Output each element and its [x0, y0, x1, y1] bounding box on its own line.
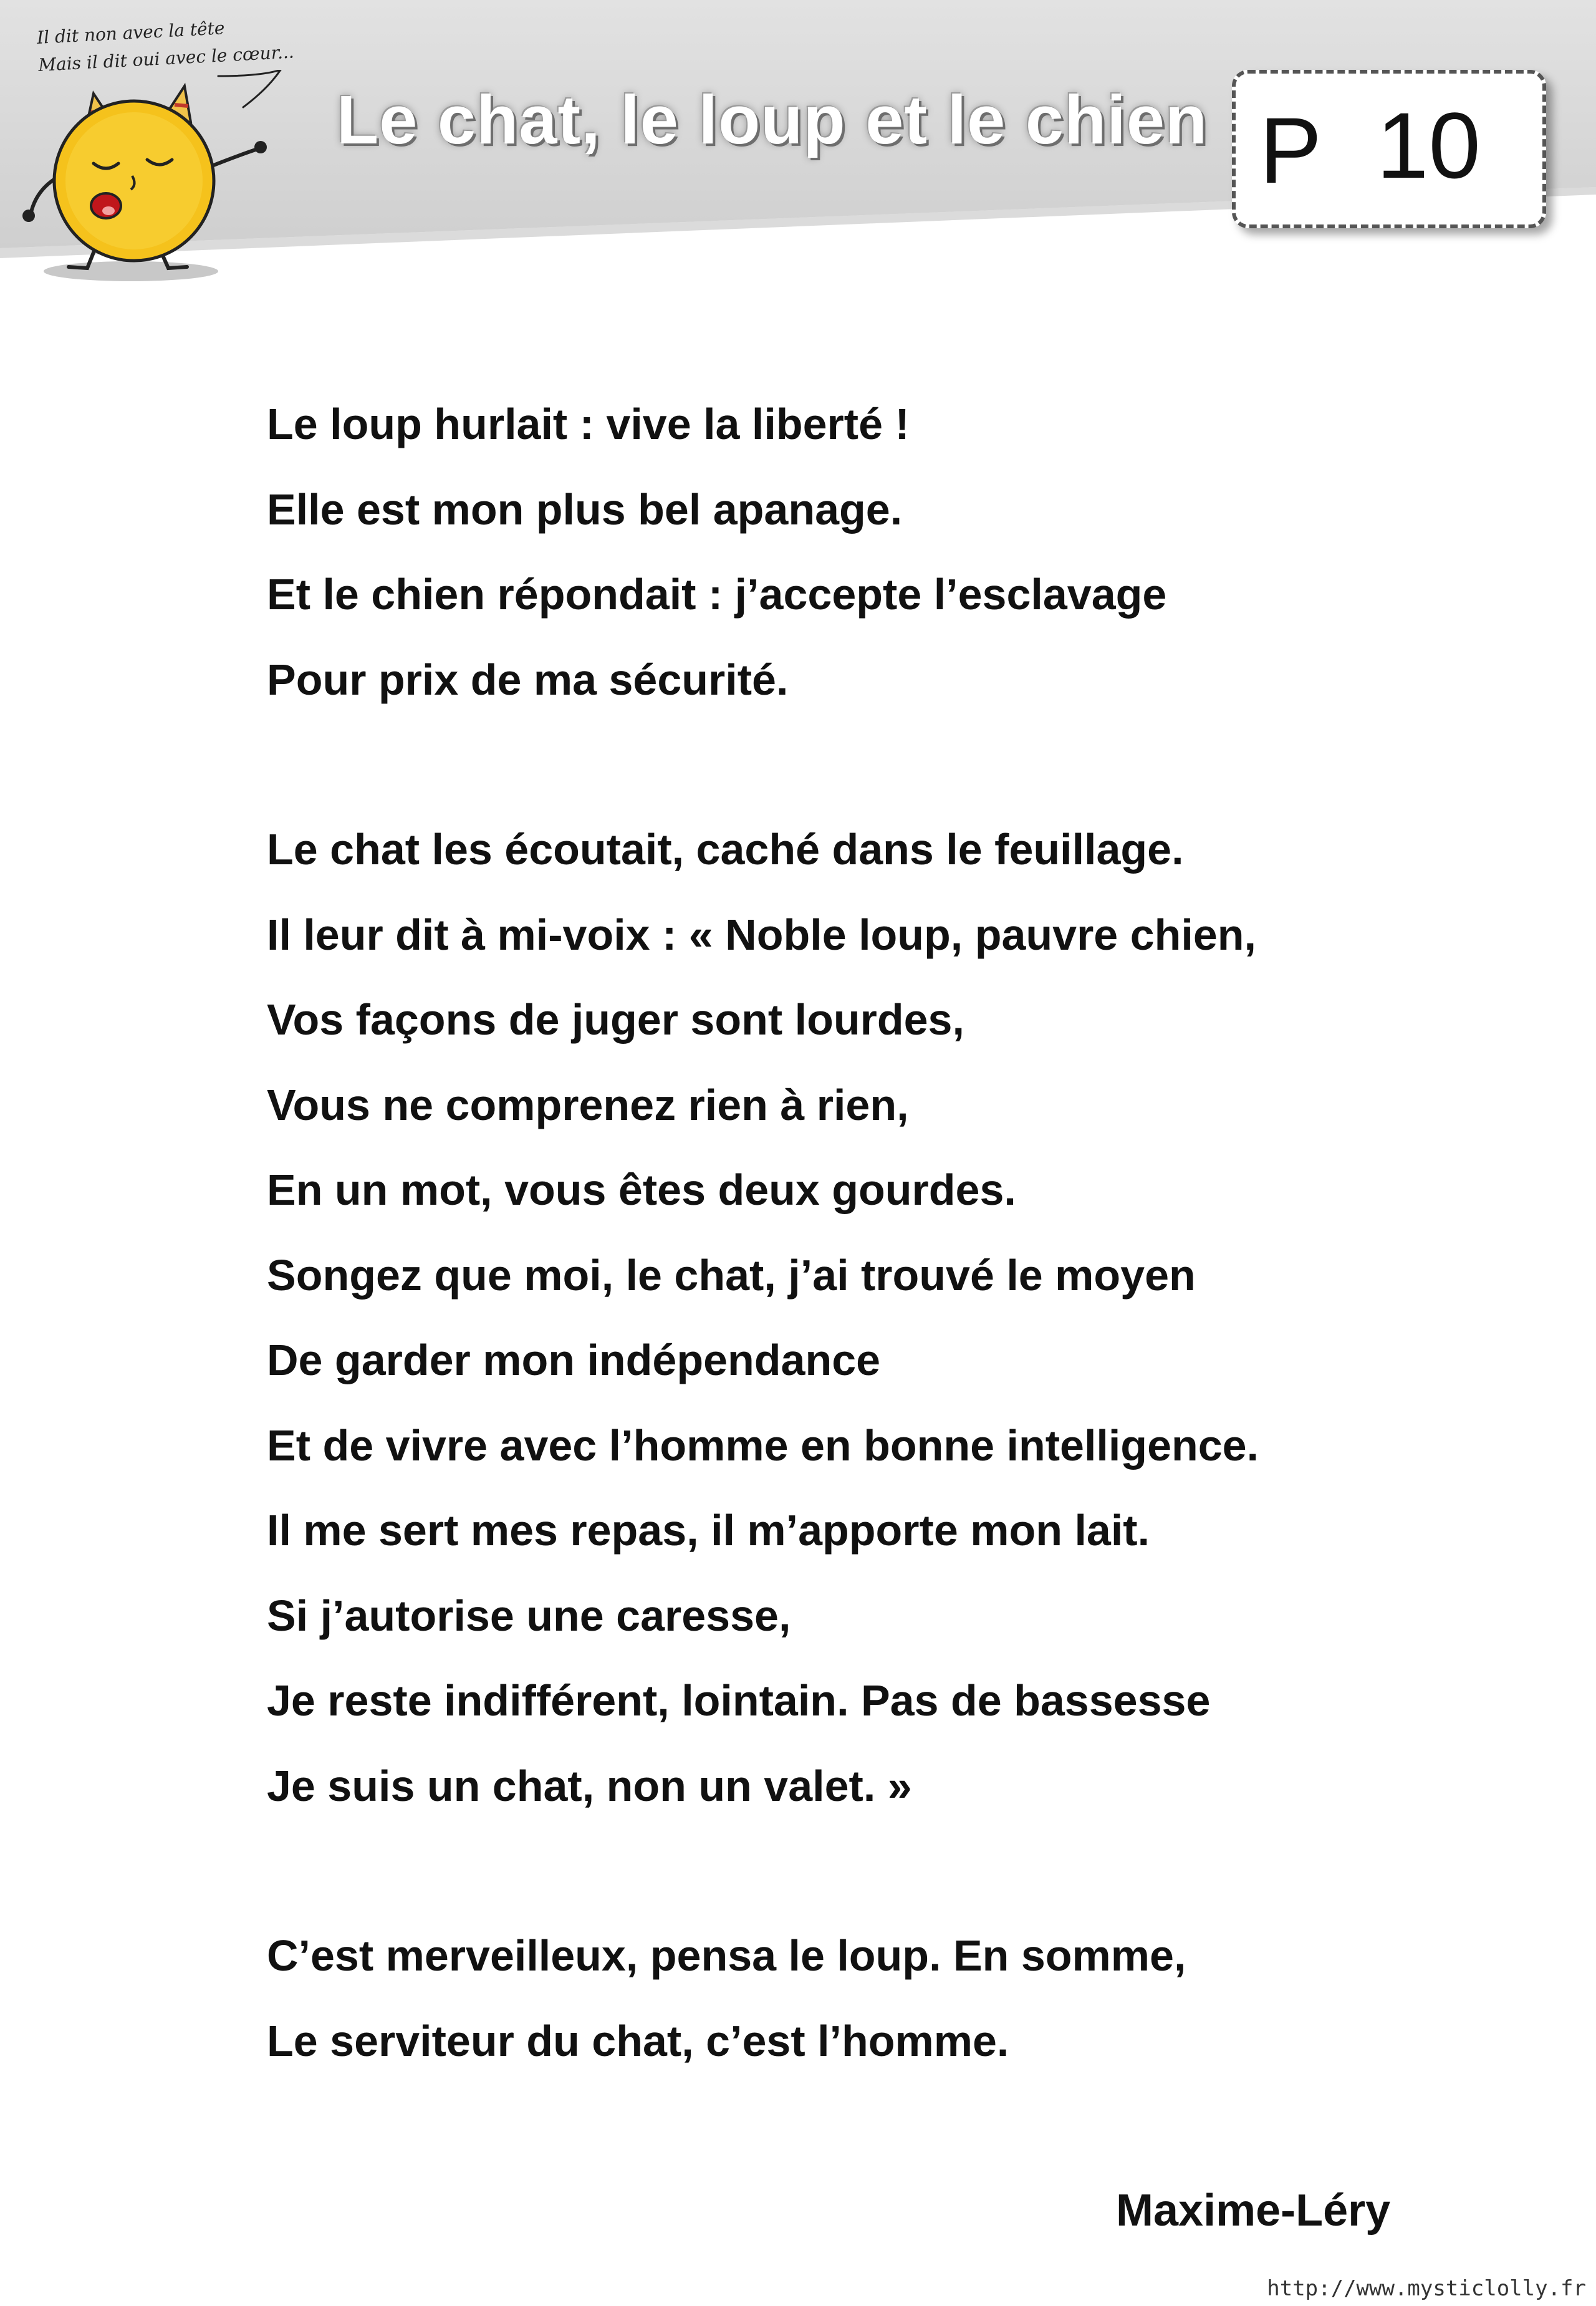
stanza-2 [267, 807, 1451, 1828]
verse: Le serviteur du chat, c’est l’homme. [267, 2016, 1009, 2065]
verse: Et le chien répondait : j’accepte l’esclavage [267, 570, 1167, 619]
verse: Je suis un chat, non un valet. » [267, 1761, 912, 1810]
verse: En un mot, vous êtes deux gourdes. [267, 1165, 1016, 1214]
verse: Si j’autorise une caresse, [267, 1591, 791, 1640]
verse: Vos façons de juger sont lourdes, [267, 995, 964, 1044]
verse: Elle est mon plus bel apanage. [267, 485, 903, 534]
footer-url: http://www.mysticlolly.fr [1267, 2276, 1586, 2301]
page-title: Le chat, le loup et le chien [337, 82, 1208, 158]
verse: Il leur dit à mi-voix : « Noble loup, pauvre chien, [267, 910, 1256, 959]
speech-line-2: Mais il dit oui avec le cœur... [37, 41, 295, 75]
verse: Vous ne comprenez rien à rien, [267, 1080, 909, 1129]
page-letter: P [1259, 98, 1322, 203]
verse: Le chat les écoutait, caché dans le feuillage. [267, 825, 1184, 874]
verse: Pour prix de ma sécurité. [267, 655, 789, 704]
verse: C’est merveilleux, pensa le loup. En somme, [267, 1931, 1186, 1980]
verse: De garder mon indépendance [267, 1336, 881, 1384]
verse: Il me sert mes repas, il m’apporte mon lait. [267, 1506, 1150, 1555]
verse: Je reste indifférent, lointain. Pas de bassesse [267, 1676, 1211, 1725]
page-number-box [1232, 70, 1546, 228]
speech-pointer-icon [206, 70, 293, 113]
stanza-3 [267, 1913, 1451, 2083]
verse: Et de vivre avec l’homme en bonne intelligence. [267, 1421, 1259, 1470]
poem-body [267, 382, 1451, 2083]
stanza-1 [267, 382, 1451, 722]
author-signature: Maxime-Léry [1116, 2186, 1391, 2236]
page-number: 10 [1377, 93, 1481, 198]
verse: Le loup hurlait : vive la liberté ! [267, 400, 910, 448]
verse: Songez que moi, le chat, j’ai trouvé le moyen [267, 1250, 1196, 1300]
speech-line-1: Il dit non avec la tête [36, 17, 226, 48]
